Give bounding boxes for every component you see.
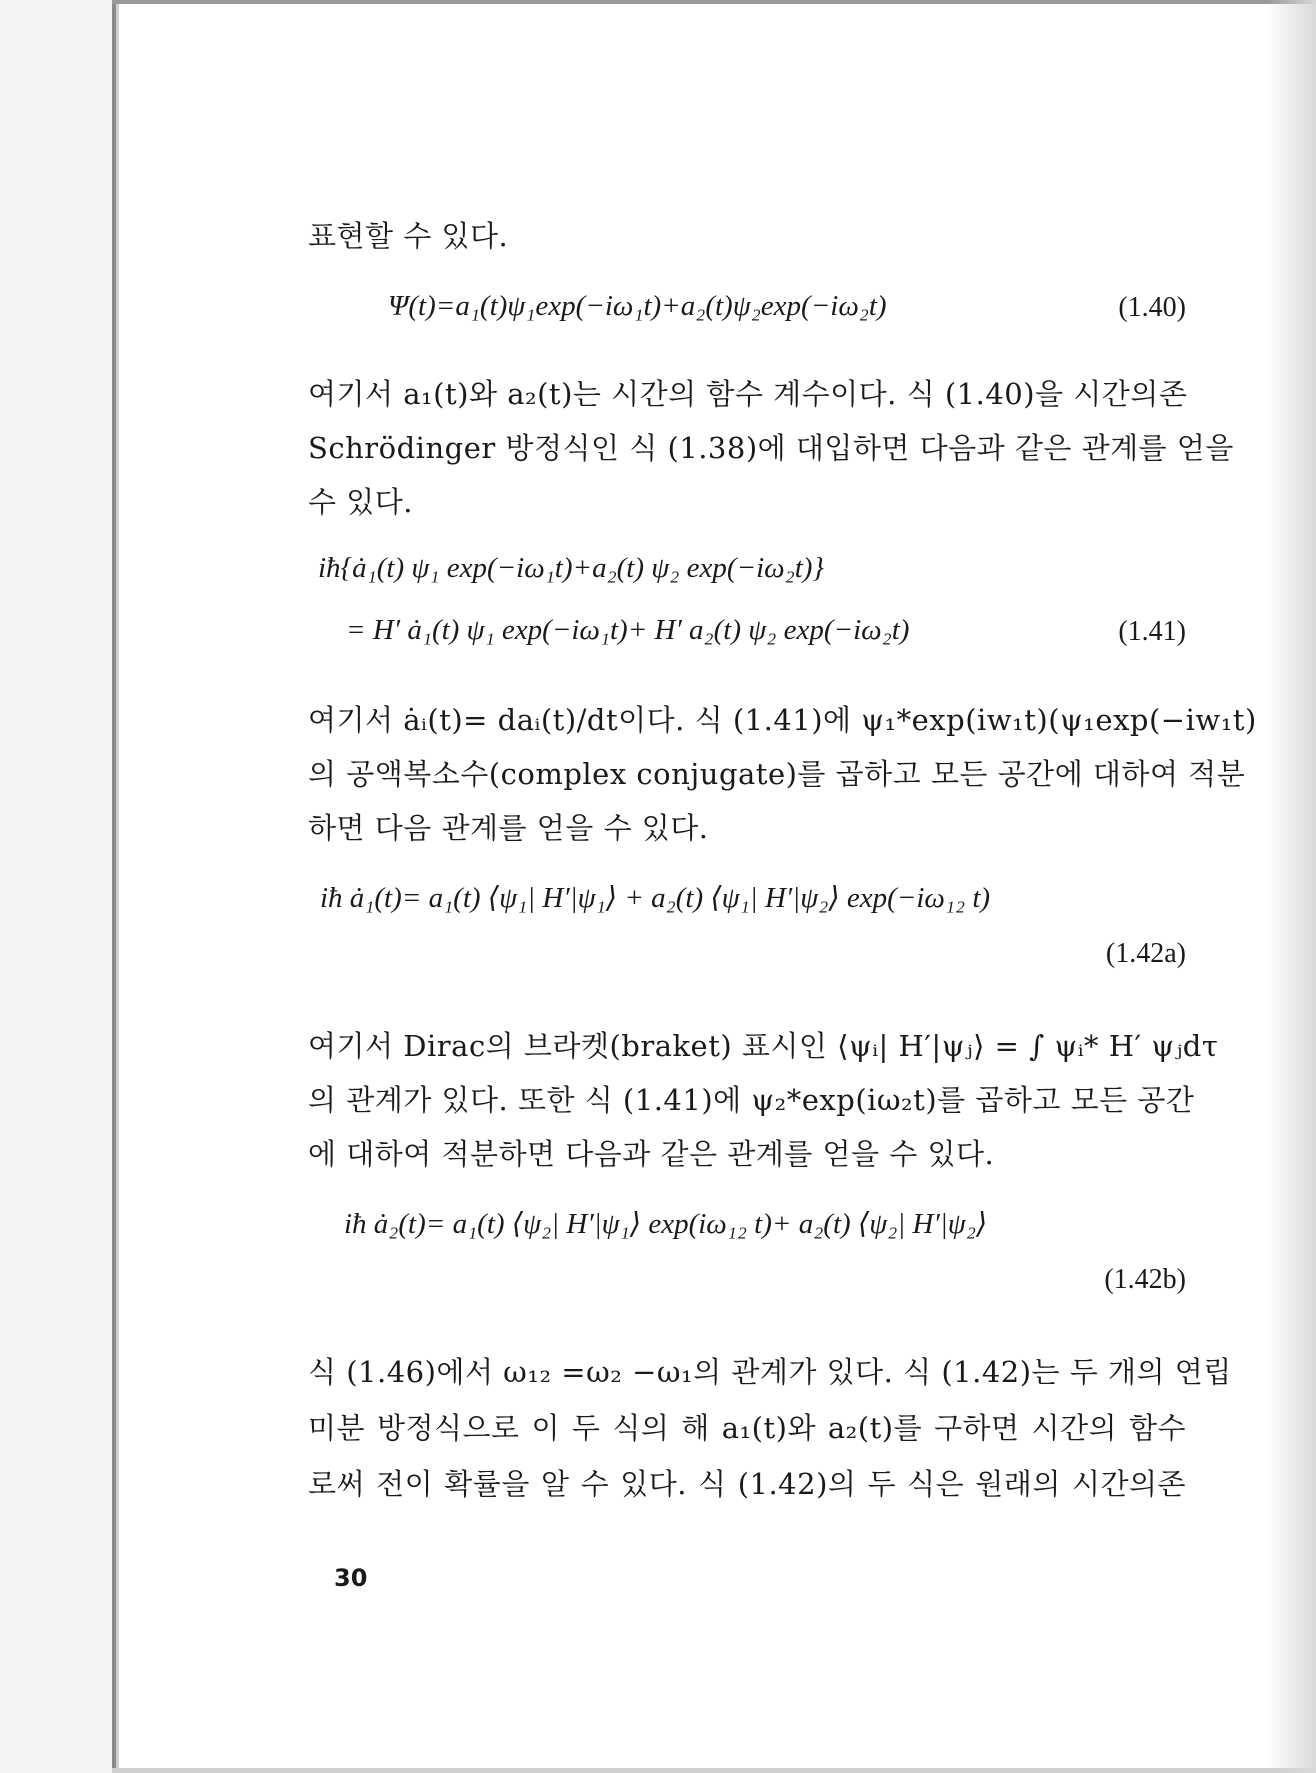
text-line: 여기서 a₁(t)와 a₂(t)는 시간의 함수 계수이다. 식 (1.40)을 시간의존	[308, 377, 1188, 411]
text-line: 여기서 Dirac의 브라켓(braket) 표시인 ⟨ψᵢ| H′|ψⱼ⟩ = ∫ ψᵢ* H′ ψⱼdτ	[308, 1029, 1219, 1063]
equation-number: (1.42a)	[1105, 938, 1186, 969]
page-right-shadow	[1268, 0, 1316, 1773]
equation-1-41-line1: iħ{ȧ₁(t) ψ₁ exp(−iω₁t)+a₂(t) ψ₂ exp(−iω₂t)}	[318, 552, 825, 584]
equation-number: (1.42b)	[1104, 1264, 1186, 1295]
text-line: 수 있다.	[308, 485, 413, 519]
text-line: 의 공액복소수(complex conjugate)를 곱하고 모든 공간에 대하여 적분	[308, 757, 1246, 791]
text-line: 하면 다음 관계를 얻을 수 있다.	[308, 811, 709, 845]
equation-number: (1.41)	[1118, 616, 1186, 647]
page-spine	[116, 0, 119, 1773]
text-line: 로써 전이 확률을 알 수 있다. 식 (1.42)의 두 식은 원래의 시간의존	[308, 1467, 1186, 1501]
text-line: 표현할 수 있다.	[308, 219, 509, 253]
text-line: 식 (1.46)에서 ω₁₂ =ω₂ −ω₁의 관계가 있다. 식 (1.42)는 두 개의 연립	[308, 1355, 1232, 1389]
equation-number: (1.40)	[1118, 292, 1186, 323]
equation-1-41-line2: = H′ ȧ₁(t) ψ₁ exp(−iω₁t)+ H′ a₂(t) ψ₂ exp(−iω₂t)	[346, 614, 910, 646]
page-top-edge	[112, 0, 1316, 4]
equation-1-40: Ψ(t)=a₁(t)ψ₁exp(−iω₁t)+a₂(t)ψ₂exp(−iω₂t)	[388, 290, 887, 322]
page-left-margin	[0, 0, 112, 1773]
page-number: 30	[334, 1564, 368, 1592]
page-bottom-edge	[112, 1768, 1316, 1773]
text-line: Schrödinger 방정식인 식 (1.38)에 대입하면 다음과 같은 관계를 얻을	[308, 431, 1234, 465]
text-line: 에 대하여 적분하면 다음과 같은 관계를 얻을 수 있다.	[308, 1137, 995, 1171]
text-line: 의 관계가 있다. 또한 식 (1.41)에 ψ₂*exp(iω₂t)를 곱하고 모든 공간	[308, 1083, 1195, 1117]
text-line: 여기서 ȧᵢ(t)= daᵢ(t)/dt이다. 식 (1.41)에 ψ₁*exp(iw₁t)(ψ₁exp(−iw₁t)	[308, 703, 1257, 737]
equation-1-42b: iħ ȧ₂(t)= a₁(t) ⟨ψ₂| H′|ψ₁⟩ exp(iω₁₂ t)+ a₂(t) ⟨ψ₂| H′|ψ₂⟩	[344, 1208, 988, 1240]
equation-1-42a: iħ ȧ₁(t)= a₁(t) ⟨ψ₁| H′|ψ₁⟩ + a₂(t) ⟨ψ₁| H′|ψ₂⟩ exp(−iω₁₂ t)	[320, 882, 991, 914]
text-line: 미분 방정식으로 이 두 식의 해 a₁(t)와 a₂(t)를 구하면 시간의 함수	[308, 1411, 1186, 1445]
